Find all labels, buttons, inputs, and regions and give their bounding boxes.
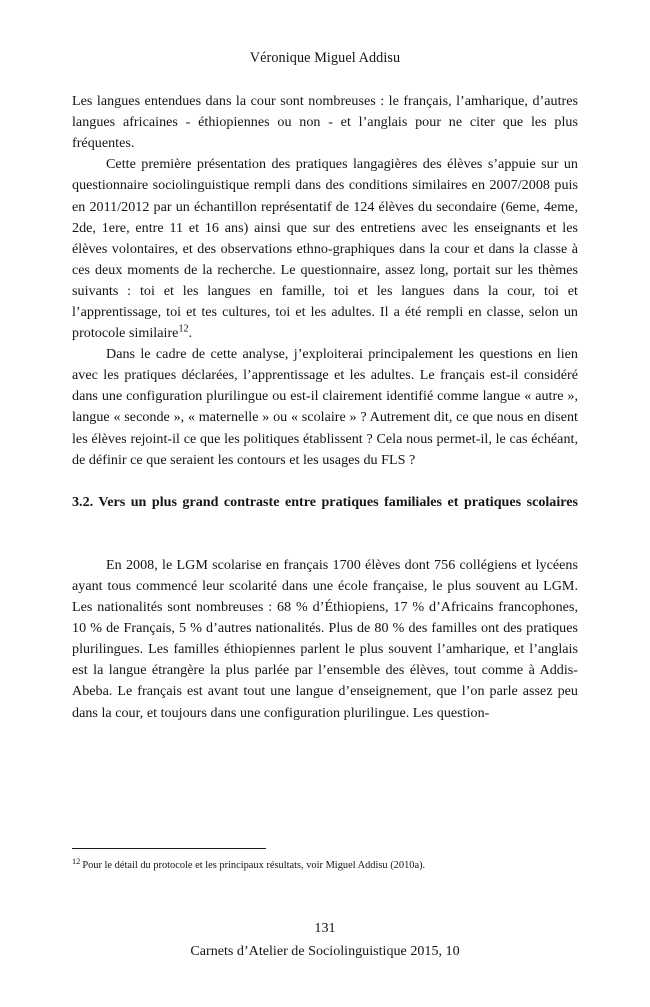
footnote-entry xyxy=(72,858,578,873)
body-text xyxy=(72,91,578,724)
page-footer xyxy=(72,918,578,962)
footnote-reference-marker[interactable]: 12 xyxy=(178,323,189,335)
section-heading-3-2: 3.2. Vers un plus grand contraste entre pratiques familiales et pratiques scolaires xyxy=(72,493,578,510)
paragraph-langues-entendues: Les langues entendues dans la cour sont nombreuses : le français, l’amharique, d’autres langues africaines - éthiopiennes ou non - et l’anglais pour ne citer que les plus fréquentes. xyxy=(72,93,578,152)
paragraph-text-after-footnote: . xyxy=(188,325,193,342)
page-number: 131 xyxy=(314,920,336,936)
footnote-separator-rule xyxy=(72,848,266,849)
footnote-number[interactable]: 12 xyxy=(72,856,81,866)
paragraph-spacer xyxy=(72,534,578,555)
footnote-area xyxy=(72,848,578,873)
paragraph-text-before-footnote: Cette première présentation des pratiques langagières des élèves s’appuie sur un questionnaire sociolinguistique rempli dans des conditions similaires en 2007/2008 puis en 2011/2012 par un échantillon représentatif de 124 élèves du secondaire (6eme, 4eme, 2de, 1ere, entre 11 et 16 ans) ainsi que sur des entretiens avec les enseignants et les élèves volontaires, et des observations ethno-graphiques dans la cour et dans la classe à ces deux moments de la recherche. Le questionnaire, assez long, portait sur les thèmes suivants : toi et les langues en famille, toi et les langues dans la cour, toi et l’apprentissage, toi et tes cultures, toi et les adultes. Il a été rempli en classe, selon un protocole similaire xyxy=(72,156,578,342)
footnote-text: Pour le détail du protocole et les principaux résultats, voir Miguel Addisu (2010a). xyxy=(82,860,426,871)
paragraph-premiere-presentation xyxy=(72,154,578,344)
paragraph-cadre-analyse: Dans le cadre de cette analyse, j’exploiterai principalement les questions en lien avec les pratiques déclarées, l’apprentissage et les adultes. Le français est-il considéré dans une configuration plurilingue ou est-il clairement identifié comme langue « autre », langue « seconde », « maternelle » ou « scolaire » ? Autrement dit, ce que nous en disent les élèves rejoint-il ce que les politiques établissent ? Cela nous permet-il, le cas échéant, de définir ce que seraient les contours et les usages du FLS ? xyxy=(72,346,578,468)
journal-citation-line: Carnets d’Atelier de Sociolinguistique 2015, 10 xyxy=(190,943,460,959)
page-content xyxy=(72,0,578,724)
running-header-author: Véronique Miguel Addisu xyxy=(249,50,401,66)
paragraph-lgm-2008: En 2008, le LGM scolarise en français 1700 élèves dont 756 collégiens et lycéens ayant tous commencé leur scolarité dans une école française, le plus souvent au LGM. Les nationalités sont nombreuses : 68 % d’Éthiopiens, 17 % d’Africains francophones, 10 % de Français, 5 % d’autres nationalités. Plus de 80 % des familles ont des pratiques plurilingues. Les familles éthiopiennes parlent le plus souvent l’amharique, et l’anglais est la langue étrangère la plus parlée par l’ensemble des élèves, tout comme à Addis-Abeba. Le français est avant tout une langue d’enseignement, que l’on parle assez peu dans la cour, et toujours dans une configuration plurilingue. Les question- xyxy=(72,556,578,721)
